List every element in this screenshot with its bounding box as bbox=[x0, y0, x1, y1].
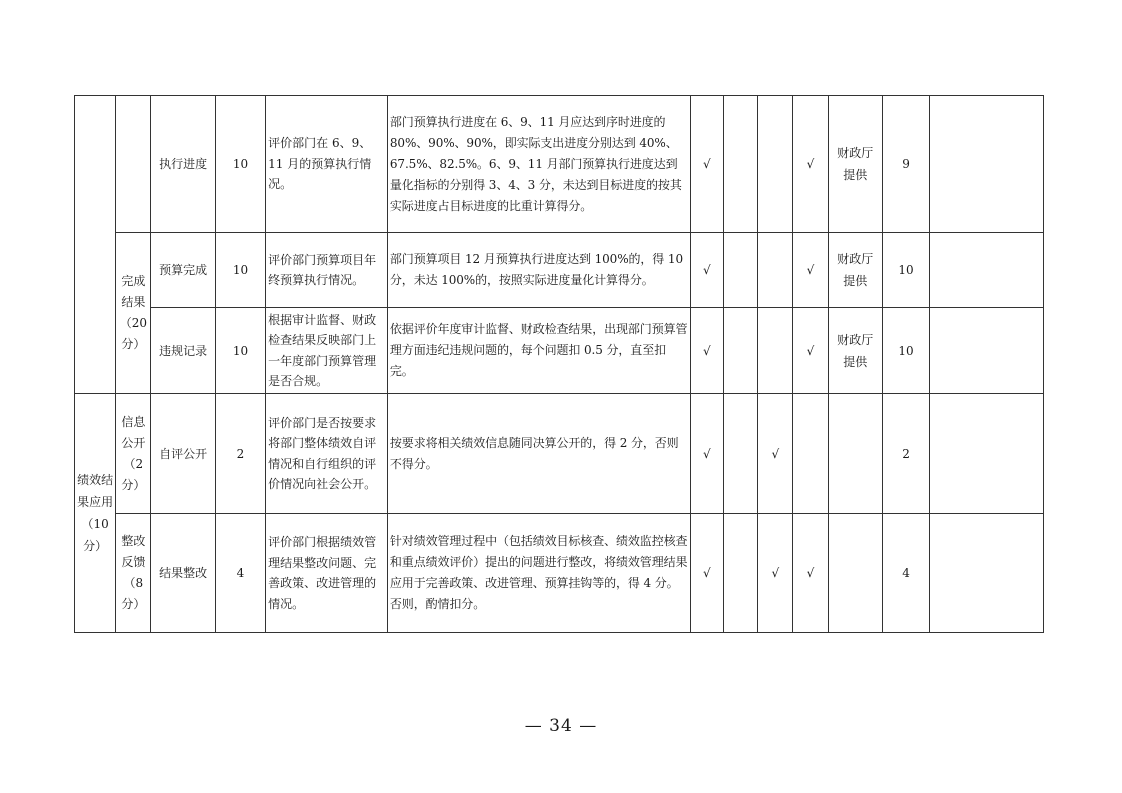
score-cell: 10 bbox=[882, 233, 929, 308]
source-cell bbox=[828, 394, 882, 514]
source-cell: 财政厅提供 bbox=[828, 233, 882, 308]
group-application: 绩效结 果应用 （10 分） bbox=[75, 394, 116, 633]
standard-cell: 部门预算项目 12 月预算执行进度达到 100%的，得 10 分，未达 100%的，按照实际进度量化计算得分。 bbox=[387, 233, 690, 308]
check-cell bbox=[758, 96, 793, 233]
check-cell bbox=[793, 394, 828, 514]
score-cell: 2 bbox=[882, 394, 929, 514]
group-completion: 完成 结果 （20 分） bbox=[116, 233, 151, 394]
table-row bbox=[75, 394, 1044, 514]
check-cell bbox=[758, 308, 793, 394]
remark-cell bbox=[930, 394, 1044, 514]
table-row bbox=[75, 233, 1044, 308]
remark-cell bbox=[930, 514, 1044, 633]
check-cell bbox=[723, 514, 757, 633]
explain-cell: 评价部门预算项目年终预算执行情况。 bbox=[266, 233, 388, 308]
remark-cell bbox=[930, 96, 1044, 233]
score-cell: 10 bbox=[882, 308, 929, 394]
source-cell: 财政厅提供 bbox=[828, 308, 882, 394]
check-cell: √ bbox=[793, 308, 828, 394]
indicator-cell: 预算完成 bbox=[151, 233, 215, 308]
indicator-cell: 结果整改 bbox=[151, 514, 215, 633]
check-cell: √ bbox=[758, 514, 793, 633]
weight-cell: 10 bbox=[215, 96, 265, 233]
check-cell: √ bbox=[793, 233, 828, 308]
check-cell: √ bbox=[690, 308, 723, 394]
check-cell bbox=[723, 394, 757, 514]
check-cell: √ bbox=[758, 394, 793, 514]
check-cell: √ bbox=[690, 96, 723, 233]
group-disclosure: 信息 公开 （2 分） bbox=[116, 394, 151, 514]
source-cell: 财政厅提供 bbox=[828, 96, 882, 233]
table-row bbox=[75, 96, 1044, 233]
weight-cell: 10 bbox=[215, 308, 265, 394]
group-feedback: 整改 反馈 （8 分） bbox=[116, 514, 151, 633]
indicator-cell: 执行进度 bbox=[151, 96, 215, 233]
explain-cell: 评价部门是否按要求将部门整体绩效自评情况和自行组织的评价情况向社会公开。 bbox=[266, 394, 388, 514]
indicator-cell: 违规记录 bbox=[151, 308, 215, 394]
score-cell: 4 bbox=[882, 514, 929, 633]
check-cell: √ bbox=[793, 96, 828, 233]
weight-cell: 10 bbox=[215, 233, 265, 308]
level1-cell-empty bbox=[75, 96, 116, 394]
explain-cell: 评价部门在 6、9、11 月的预算执行情况。 bbox=[266, 96, 388, 233]
indicator-cell: 自评公开 bbox=[151, 394, 215, 514]
check-cell: √ bbox=[690, 514, 723, 633]
check-cell: √ bbox=[690, 394, 723, 514]
standard-cell: 依据评价年度审计监督、财政检查结果，出现部门预算管理方面违纪违规问题的，每个问题扣 0.5 分，直至扣完。 bbox=[387, 308, 690, 394]
weight-cell: 2 bbox=[215, 394, 265, 514]
remark-cell bbox=[930, 233, 1044, 308]
source-cell bbox=[828, 514, 882, 633]
standard-cell: 按要求将相关绩效信息随同决算公开的，得 2 分，否则不得分。 bbox=[387, 394, 690, 514]
check-cell bbox=[723, 96, 757, 233]
score-cell: 9 bbox=[882, 96, 929, 233]
table-row bbox=[75, 514, 1044, 633]
check-cell bbox=[758, 233, 793, 308]
check-cell: √ bbox=[793, 514, 828, 633]
explain-cell: 评价部门根据绩效管理结果整改问题、完善政策、改进管理的情况。 bbox=[266, 514, 388, 633]
check-cell bbox=[723, 233, 757, 308]
weight-cell: 4 bbox=[215, 514, 265, 633]
remark-cell bbox=[930, 308, 1044, 394]
check-cell bbox=[723, 308, 757, 394]
evaluation-table bbox=[74, 95, 1044, 633]
check-cell: √ bbox=[690, 233, 723, 308]
standard-cell: 部门预算执行进度在 6、9、11 月应达到序时进度的 80%、90%、90%，即实际支出进度分别达到 40%、67.5%、82.5%。6、9、11 月部门预算执行进度达到量化指标的分别得 3、4、3 分，未达到目标进度的按其实际进度占目标进度的比重计算得分。 bbox=[387, 96, 690, 233]
page-number: — 34 — bbox=[524, 716, 598, 736]
table-row bbox=[75, 308, 1044, 394]
level2-cell-empty bbox=[116, 96, 151, 233]
explain-cell: 根据审计监督、财政检查结果反映部门上一年度部门预算管理是否合规。 bbox=[266, 308, 388, 394]
standard-cell: 针对绩效管理过程中（包括绩效目标核查、绩效监控核查和重点绩效评价）提出的问题进行整改，将绩效管理结果应用于完善政策、改进管理、预算挂钩等的，得 4 分。否则，酌情扣分。 bbox=[387, 514, 690, 633]
